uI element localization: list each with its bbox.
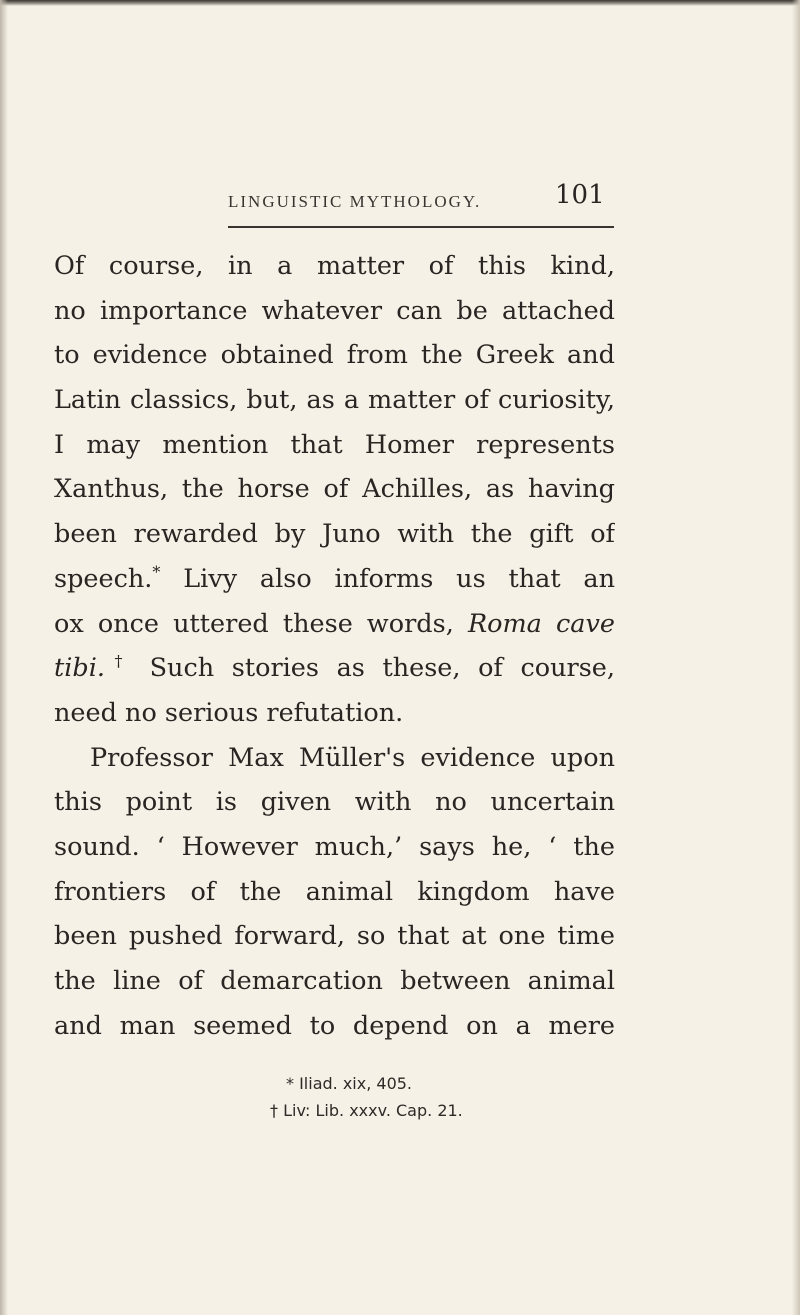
text-line: been rewarded by Juno with the gift of — [54, 519, 615, 550]
text-line: no importance whatever can be attached — [54, 295, 615, 326]
footnote-2: † Liv: Lib. xxxv. Cap. 21. — [270, 1101, 463, 1120]
text-line: the line of demarcation between animal — [54, 966, 615, 996]
text-line: this point is given with no uncertain — [54, 787, 615, 818]
text-line: sound. ‘ However much,’ says he, ‘ the — [54, 831, 615, 862]
text-line: Professor Max Müller's evidence upon — [90, 742, 615, 773]
text-line — [54, 602, 615, 647]
footnote-marker-1: * — [152, 562, 161, 582]
text-line: I may mention that Homer represents — [54, 429, 615, 460]
text-fragment: ox once uttered these words, — [54, 608, 454, 639]
body-text — [54, 244, 615, 1048]
text-fragment: Livy also informs us that an — [183, 563, 615, 594]
text-line: been pushed forward, so that at one time — [54, 921, 615, 952]
page-top-edge — [0, 0, 800, 6]
page-right-edge — [792, 0, 800, 1315]
page-left-edge — [0, 0, 8, 1315]
footnote-1: * Iliad. xix, 405. — [286, 1074, 413, 1093]
text-line — [54, 646, 615, 691]
page-number: 101 — [555, 180, 605, 210]
footnote-marker-2: † — [105, 651, 132, 671]
text-line: Latin classics, but, as a matter of curiosity, — [54, 385, 615, 416]
text-fragment: Such stories as these, of course, — [149, 653, 615, 684]
text-line: need no serious refutation. — [54, 697, 404, 728]
text-line: and man seemed to depend on a mere — [54, 1010, 615, 1041]
footnotes — [270, 1070, 463, 1124]
text-line — [54, 557, 615, 602]
text-fragment: speech. — [54, 563, 153, 594]
text-line: frontiers of the animal kingdom have — [54, 876, 615, 907]
latin-phrase: tibi. — [54, 653, 105, 684]
latin-phrase: Roma cave — [467, 608, 615, 639]
text-line: to evidence obtained from the Greek and — [54, 340, 615, 371]
header-rule — [228, 226, 614, 228]
text-line: Of course, in a matter of this kind, — [54, 251, 615, 281]
running-title: LINGUISTIC MYTHOLOGY. — [228, 192, 482, 211]
text-line: Xanthus, the horse of Achilles, as having — [54, 474, 615, 505]
